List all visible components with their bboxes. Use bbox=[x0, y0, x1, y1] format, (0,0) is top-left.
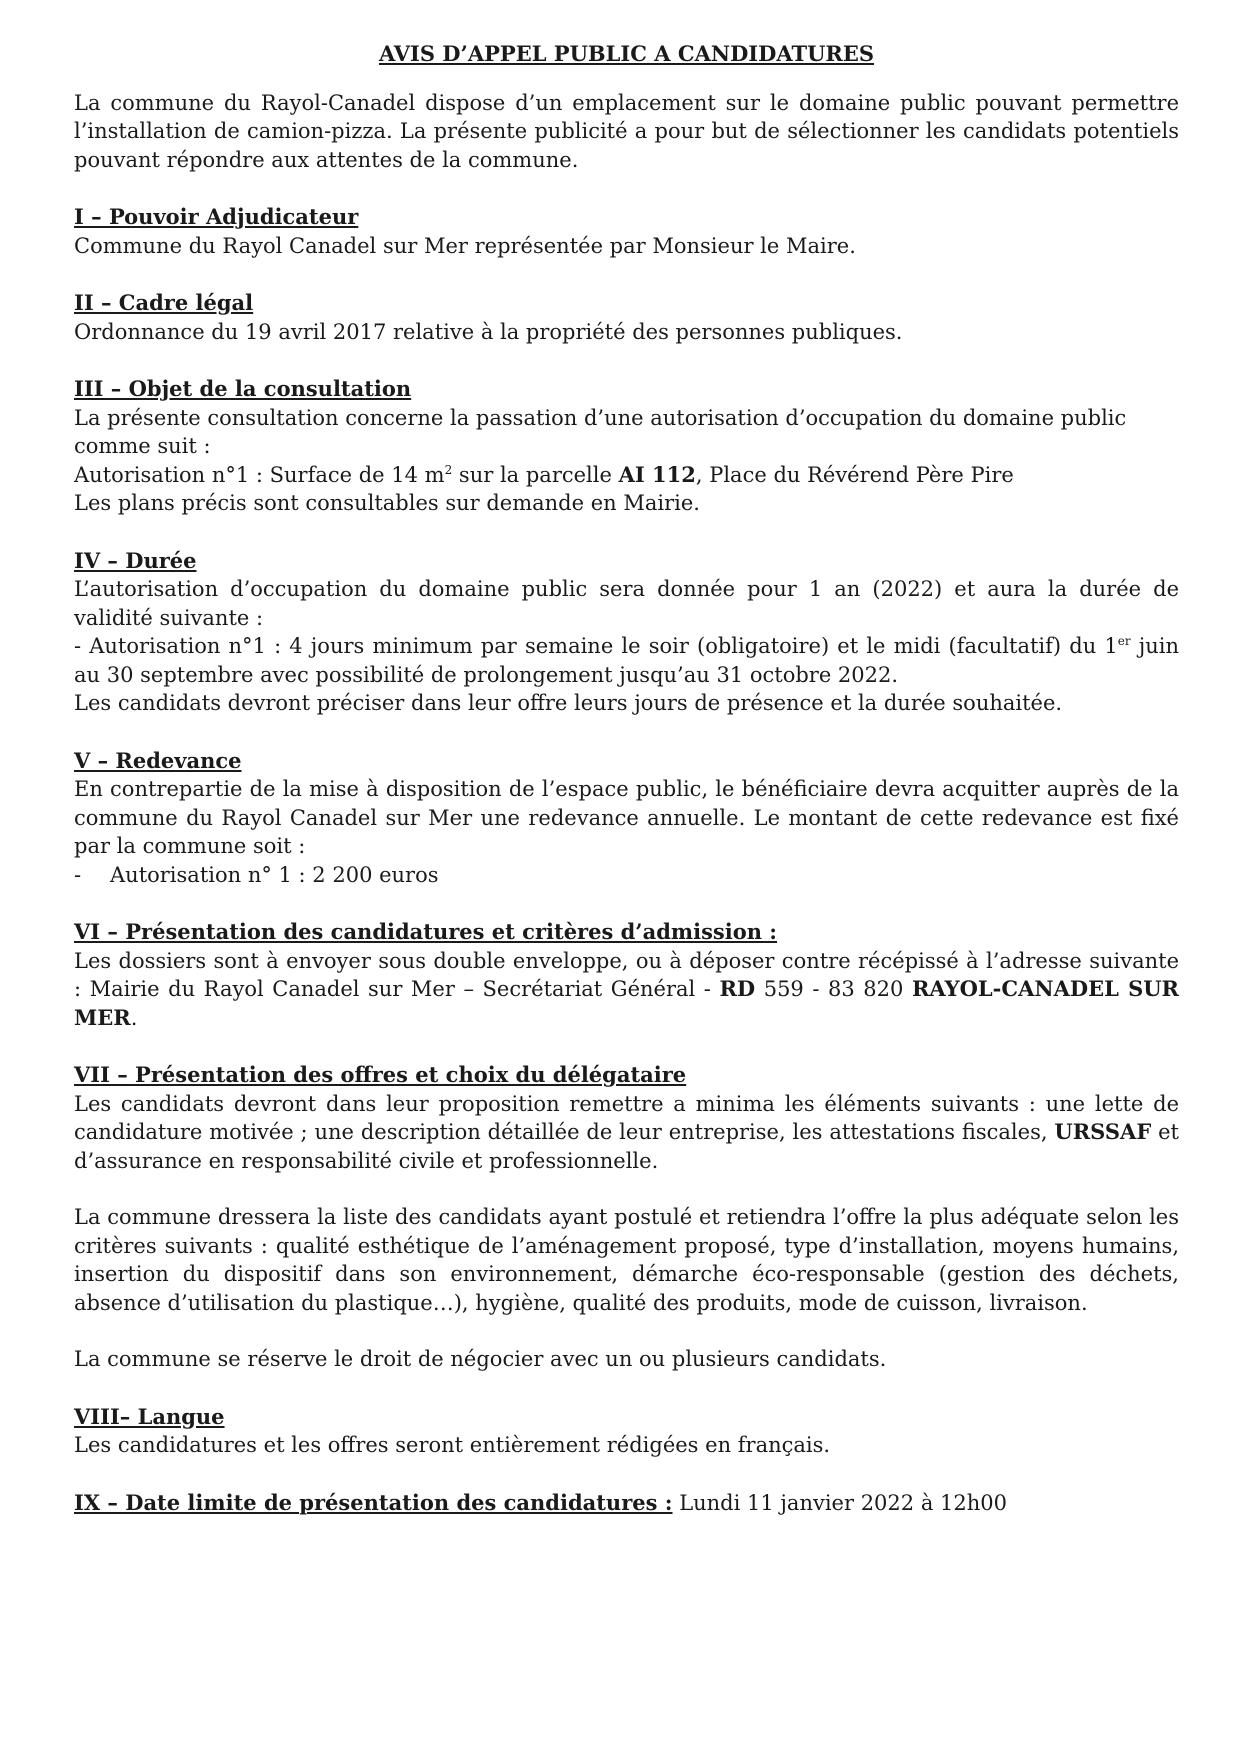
bold-run: RAYOL-CANADEL SUR MER bbox=[74, 976, 1180, 1030]
section-text: L’autorisation d’occupation du domaine public sera donnée pour 1 an (2022) et aura la durée de validité suivante : bbox=[74, 577, 1179, 630]
text-run: - Autorisation n°1 : 4 jours minimum par semaine le soir (obligatoire) et le midi (facultatif) du 1 bbox=[74, 634, 1118, 658]
list-item-text: Autorisation n° 1 : 2 200 euros bbox=[110, 862, 439, 887]
section-heading: VI – Présentation des candidatures et critères d’admission : bbox=[74, 919, 778, 944]
superscript: 2 bbox=[444, 462, 453, 477]
section-text: Les candidatures et les offres seront entièrement rédigées en français. bbox=[74, 1433, 831, 1457]
bold-run: URSSAF bbox=[1054, 1119, 1152, 1144]
section-candidatures bbox=[74, 918, 1179, 1032]
section-heading: IV – Durée bbox=[74, 547, 197, 573]
text-run: Les dossiers sont à envoyer sous double enveloppe, ou à déposer contre récépissé à l’adresse suivante : Mairie du Rayol Canadel sur Mer – Secrétariat Général - bbox=[74, 948, 1179, 1001]
section-cadre-legal bbox=[74, 289, 1179, 346]
section-redevance bbox=[74, 747, 1179, 890]
page-title: AVIS D’APPEL PUBLIC A CANDIDATURES bbox=[378, 41, 875, 66]
superscript: er bbox=[1117, 634, 1131, 648]
text-run: et d’assurance en responsabilité civile et professionnelle. bbox=[74, 1120, 1179, 1173]
section-langue bbox=[74, 1403, 1179, 1460]
text-run: juin au 30 septembre avec possibilité de prolongement jusqu’au 31 octobre 2022. bbox=[74, 634, 1180, 687]
deadline-text: Lundi 11 janvier 2022 à 12h00 bbox=[672, 1490, 1007, 1515]
section-text: Ordonnance du 19 avril 2017 relative à la propriété des personnes publiques. bbox=[74, 319, 903, 344]
list-item bbox=[74, 861, 1179, 890]
section-heading: VII – Présentation des offres et choix du délégataire bbox=[74, 1062, 687, 1087]
section-date-limite bbox=[74, 1489, 1179, 1518]
section-heading: I – Pouvoir Adjudicateur bbox=[74, 204, 359, 229]
parcel-ref: AI 112 bbox=[618, 461, 696, 487]
offres-paragraph bbox=[74, 1090, 1179, 1176]
section-text: La présente consultation concerne la passation d’une autorisation d’occupation du domaine public comme suit : bbox=[74, 405, 1127, 458]
text-run: . bbox=[130, 1005, 138, 1030]
text-run: Autorisation n°1 : Surface de 14 m bbox=[74, 462, 445, 487]
autorisation-schedule bbox=[74, 632, 1179, 689]
text-run: , Place du Révérend Père Pire bbox=[695, 462, 1014, 487]
section-heading: V – Redevance bbox=[74, 747, 242, 773]
intro-paragraph: La commune du Rayol-Canadel dispose d’un emplacement sur le domaine public pouvant permettre l’installation de camion-pizza. La présente publicité a pour but de sélectionner les candidats potentiels pouvant répondre aux attentes de la commune. bbox=[74, 90, 1179, 172]
section-text: Les plans précis sont consultables sur demande en Mairie. bbox=[74, 491, 700, 515]
section-heading: II – Cadre légal bbox=[74, 290, 254, 315]
section-heading: VIII– Langue bbox=[74, 1403, 225, 1429]
criteria-paragraph: La commune dressera la liste des candidats ayant postulé et retiendra l’offre la plus adéquate selon les critères suivants : qualité esthétique de l’aménagement proposé, type d’installation, moyens humains, insertion du dispositif dans son environnement, démarche éco-responsable (gestion des déchets, absence d’utilisation du plastique…), hygiène, qualité des produits, mode de cuisson, livraison. bbox=[74, 1205, 1179, 1315]
section-objet-consultation bbox=[74, 375, 1179, 518]
section-duree bbox=[74, 547, 1179, 718]
bold-run: RD bbox=[719, 976, 756, 1001]
section-text: Les candidats devront préciser dans leur offre leurs jours de présence et la durée souhaitée. bbox=[74, 691, 1063, 715]
text-run: 559 - 83 820 bbox=[755, 977, 912, 1001]
text-run: Les candidats devront dans leur proposition remettre a minima les éléments suivants : une lette de candidature motivée ; une description détaillée de leur entreprise, les attestations fiscales, bbox=[74, 1091, 1179, 1144]
list-dash: - bbox=[74, 862, 82, 887]
section-text: En contrepartie de la mise à disposition de l’espace public, le bénéficiaire devra acquitter auprès de la commune du Rayol Canadel sur Mer une redevance annuelle. Le montant de cette redevance est fixé par la commune soit : bbox=[74, 777, 1179, 858]
address-paragraph bbox=[74, 947, 1179, 1033]
section-heading: IX – Date limite de présentation des candidatures : bbox=[74, 1489, 673, 1515]
section-pouvoir-adjudicateur bbox=[74, 203, 1179, 260]
date-limite-line bbox=[74, 1489, 1179, 1518]
section-heading: III – Objet de la consultation bbox=[74, 376, 412, 401]
section-offres bbox=[74, 1061, 1179, 1374]
negotiation-paragraph: La commune se réserve le droit de négocier avec un ou plusieurs candidats. bbox=[74, 1347, 887, 1371]
text-run: sur la parcelle bbox=[452, 462, 619, 487]
section-text: Commune du Rayol Canadel sur Mer représentée par Monsieur le Maire. bbox=[74, 233, 856, 258]
autorisation-line bbox=[74, 461, 1179, 490]
